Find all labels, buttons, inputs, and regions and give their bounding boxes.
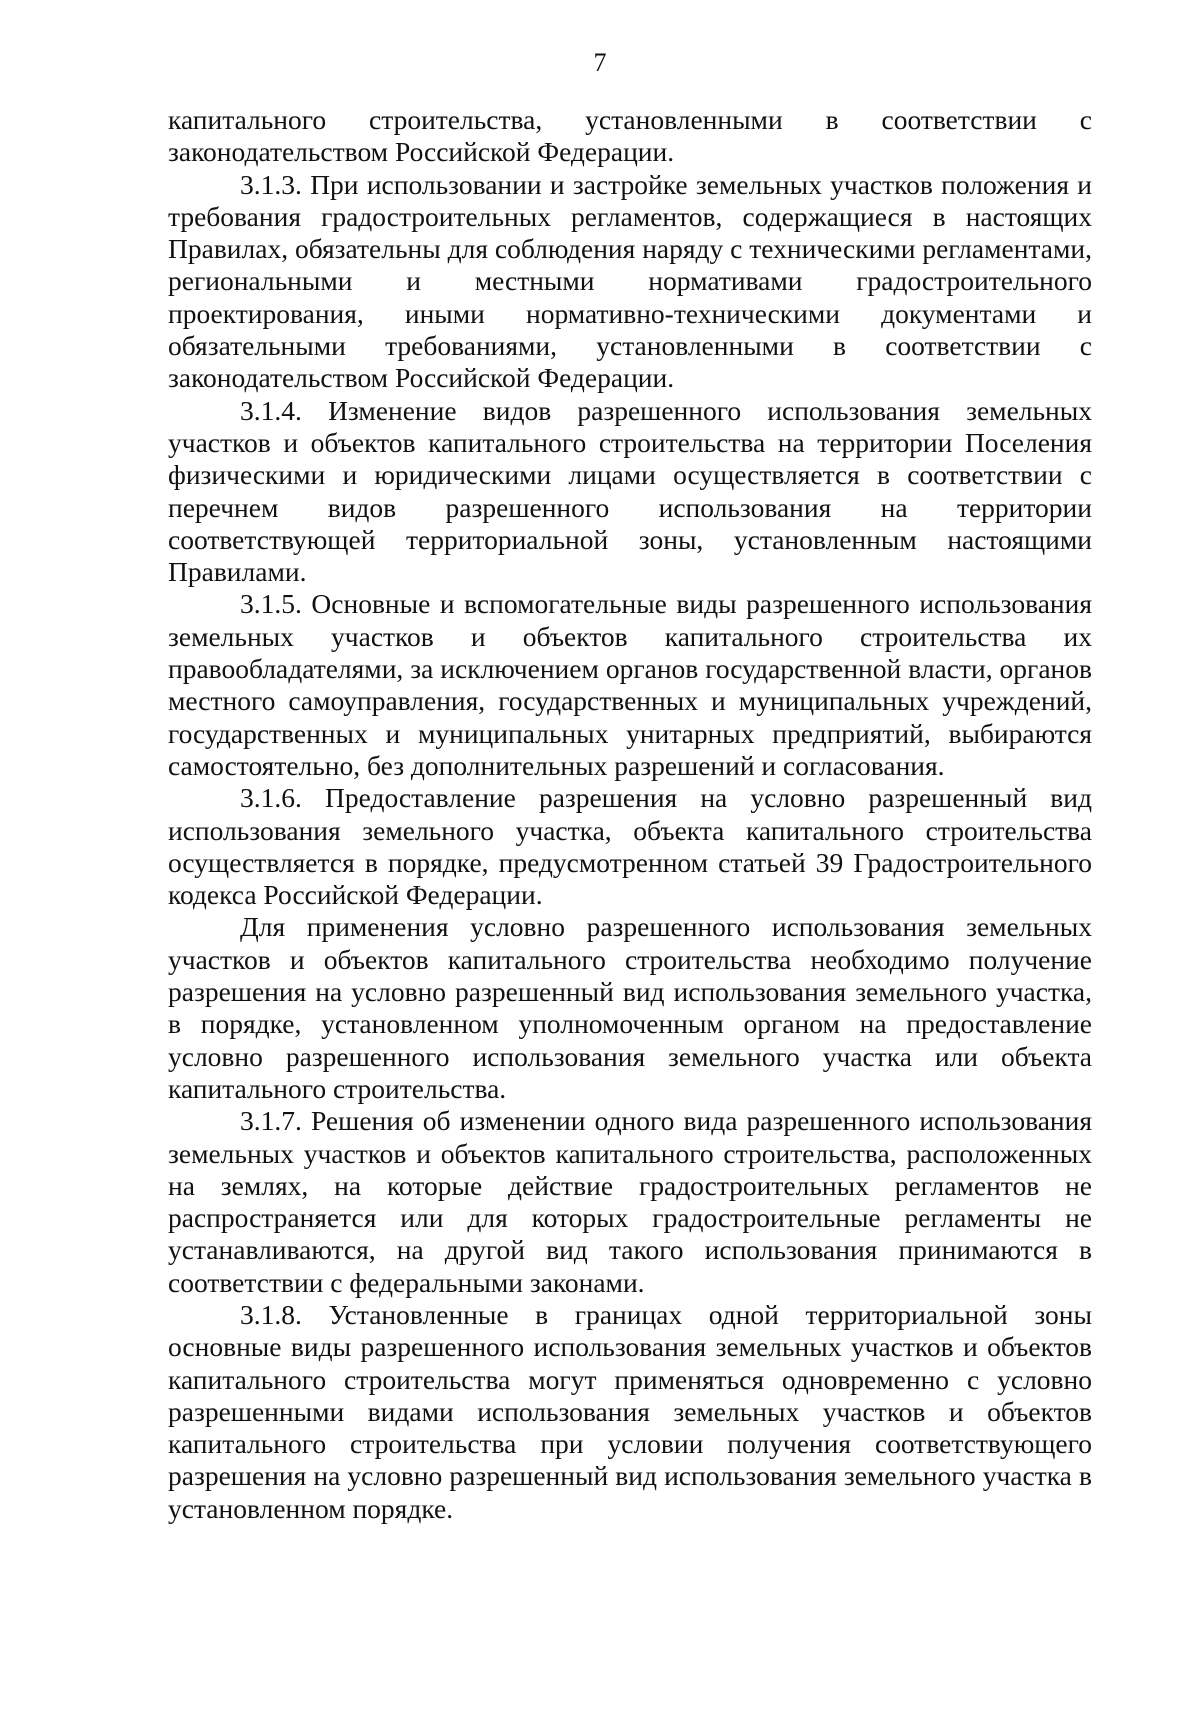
paragraph-3-1-8: 3.1.8. Установленные в границах одной территориальной зоны основные виды разрешенного использования земельных участков и объектов капитального строительства могут применяться одновременно с условно разрешенными видами использования земельных участков и объектов капитального строительства при условии получения соответствующего разрешения на условно разрешенный вид использования земельного участка в установленном порядке.: [168, 1298, 1092, 1524]
document-body: [168, 104, 1092, 1525]
paragraph-continuation: капитального строительства, установленными в соответствии с законодательством Российской Федерации.: [168, 104, 1092, 168]
paragraph-3-1-7: 3.1.7. Решения об изменении одного вида разрешенного использования земельных участков и объектов капитального строительства, расположенных на землях, на которые действие градостроительных регламентов не распространяется или для которых градостроительные регламенты не устанавливаются, на другой вид такого использования принимаются в соответствии с федеральными законами.: [168, 1105, 1092, 1298]
paragraph-3-1-5: 3.1.5. Основные и вспомогательные виды разрешенного использования земельных участков и объектов капитального строительства их правообладателями, за исключением органов государственной власти, органов местного самоуправления, государственных и муниципальных учреждений, государственных и муниципальных унитарных предприятий, выбираются самостоятельно, без дополнительных разрешений и согласования.: [168, 588, 1092, 781]
paragraph-3-1-6: 3.1.6. Предоставление разрешения на условно разрешенный вид использования земельного участка, объекта капитального строительства осуществляется в порядке, предусмотренном статьей 39 Градостроительного кодекса Российской Федерации.: [168, 782, 1092, 911]
paragraph-3-1-4: 3.1.4. Изменение видов разрешенного использования земельных участков и объектов капитального строительства на территории Поселения физическими и юридическими лицами осуществляется в соответствии с перечнем видов разрешенного использования на территории соответствующей территориальной зоны, установленным настоящими Правилами.: [168, 394, 1092, 588]
paragraph-conditional-use: Для применения условно разрешенного использования земельных участков и объектов капитального строительства необходимо получение разрешения на условно разрешенный вид использования земельного участка, в порядке, установленном уполномоченным органом на предоставление условно разрешенного использования земельного участка или объекта капитального строительства.: [168, 911, 1092, 1104]
paragraph-3-1-3: 3.1.3. При использовании и застройке земельных участков положения и требования градостроительных регламентов, содержащиеся в настоящих Правилах, обязательны для соблюдения наряду с техническими регламентами, региональными и местными нормативами градостроительного проектирования, иными нормативно-техническими документами и обязательными требованиями, установленными в соответствии с законодательством Российской Федерации.: [168, 168, 1092, 394]
page-number: 7: [593, 48, 607, 77]
